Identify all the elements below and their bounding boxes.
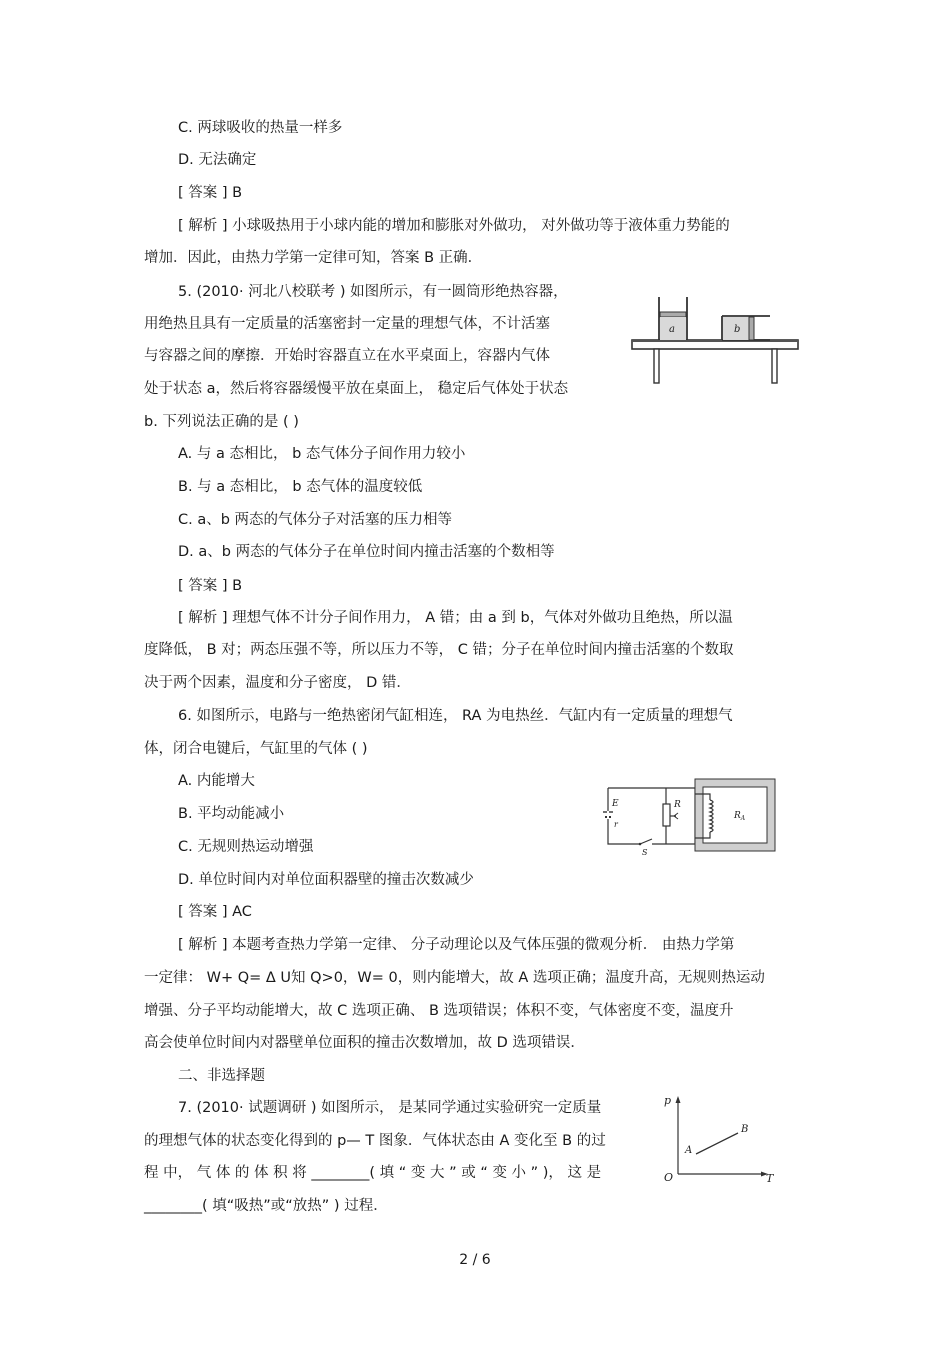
option-d: D. 单位时间内对单位面积器壁的撞击次数减少 <box>178 872 474 888</box>
origin-label: O <box>664 1171 674 1184</box>
analysis: [ 解析 ] 本题考查热力学第一定律、 分子动理论以及气体压强的微观分析． 由热力学第 <box>178 937 735 953</box>
option-c: C. 两球吸收的热量一样多 <box>178 120 343 136</box>
axis-label-t: T <box>766 1172 774 1185</box>
circuit-figure <box>600 776 780 860</box>
answer: [ 答案 ] B <box>178 185 243 201</box>
point-b-label: B <box>741 1124 749 1135</box>
analysis-cont: 度降低， B 对；两态压强不等，所以压力不等， C 错；分子在单位时间内撞击活塞的个数取 <box>144 642 734 658</box>
question-5-text: 用绝热且具有一定质量的活塞密封一定量的理想气体，不计活塞 <box>144 316 550 332</box>
question-5-text: 与容器之间的摩擦．开始时容器直立在水平桌面上，容器内气体 <box>144 348 550 364</box>
option-c: C. 无规则热运动增强 <box>178 839 314 855</box>
analysis-cont: 增加．因此，由热力学第一定律可知，答案 B 正确． <box>144 250 483 266</box>
label-a: a <box>669 324 675 335</box>
question-7: 7. (2010· 试题调研 ) 如图所示， 是某同学通过实验研究一定质量 <box>178 1100 602 1116</box>
label-s: S <box>642 848 648 856</box>
option-c: C. a、b 两态的气体分子对活塞的压力相等 <box>178 512 453 528</box>
question-7-text: 程 中， 气 体 的 体 积 将 ________( 填 “ 变 大 ” 或 “ 变 小 ” )， 这 是 <box>144 1165 602 1181</box>
label-resistor-r: R <box>674 800 681 810</box>
option-a: A. 内能增大 <box>178 773 255 789</box>
pt-graph-figure <box>658 1090 778 1189</box>
label-r: r <box>614 820 618 829</box>
option-d: D. a、b 两态的气体分子在单位时间内撞击活塞的个数相等 <box>178 544 555 560</box>
answer: [ 答案 ] AC <box>178 904 252 920</box>
section-heading: 二、非选择题 <box>178 1068 265 1084</box>
label-ra: $R_A$ <box>734 811 746 822</box>
container-figure <box>630 292 800 388</box>
question-5: 5. (2010· 河北八校联考 ) 如图所示，有一圆筒形绝热容器， <box>178 284 568 300</box>
question-5-text: 处于状态 a，然后将容器缓慢平放在桌面上， 稳定后气体处于状态 <box>144 381 569 397</box>
axis-label-p: p <box>664 1094 672 1107</box>
label-e: E <box>612 799 619 809</box>
option-b: B. 与 a 态相比， b 态气体的温度较低 <box>178 479 423 495</box>
question-7-text: ________( 填“吸热”或“放热” ) 过程． <box>144 1198 388 1214</box>
question-7-text: 的理想气体的状态变化得到的 p— T 图象．气体状态由 A 变化至 B 的过 <box>144 1133 606 1149</box>
label-b: b <box>734 324 741 335</box>
question-6: 6. 如图所示，电路与一绝热密闭气缸相连， RA 为电热丝．气缸内有一定质量的理想气 <box>178 708 733 724</box>
page-number: 2 / 6 <box>459 1252 491 1268</box>
analysis: [ 解析 ] 小球吸热用于小球内能的增加和膨胀对外做功， 对外做功等于液体重力势能的 <box>178 218 730 234</box>
analysis-cont: 高会使单位时间内对器壁单位面积的撞击次数增加，故 D 选项错误． <box>144 1035 585 1051</box>
analysis-cont: 决于两个因素，温度和分子密度， D 错． <box>144 675 411 691</box>
option-b: B. 平均动能减小 <box>178 806 285 822</box>
analysis-cont: 增强、分子平均动能增大，故 C 选项正确、 B 选项错误；体积不变，气体密度不变，温度升 <box>144 1003 734 1019</box>
point-a-label: A <box>685 1145 693 1156</box>
option-d: D. 无法确定 <box>178 152 257 168</box>
question-6-text: 体，闭合电键后，气缸里的气体 ( ) <box>144 741 368 757</box>
analysis-cont: 一定律： W+ Q= Δ U知 Q>0，W= 0，则内能增大，故 A 选项正确；温度升高，无规则热运动 <box>144 970 765 986</box>
analysis: [ 解析 ] 理想气体不计分子间作用力， A 错；由 a 到 b，气体对外做功且绝热，所以温 <box>178 610 733 626</box>
option-a: A. 与 a 态相比， b 态气体分子间作用力较小 <box>178 446 466 462</box>
question-5-text: b. 下列说法正确的是 ( ) <box>144 414 299 430</box>
answer: [ 答案 ] B <box>178 578 243 594</box>
